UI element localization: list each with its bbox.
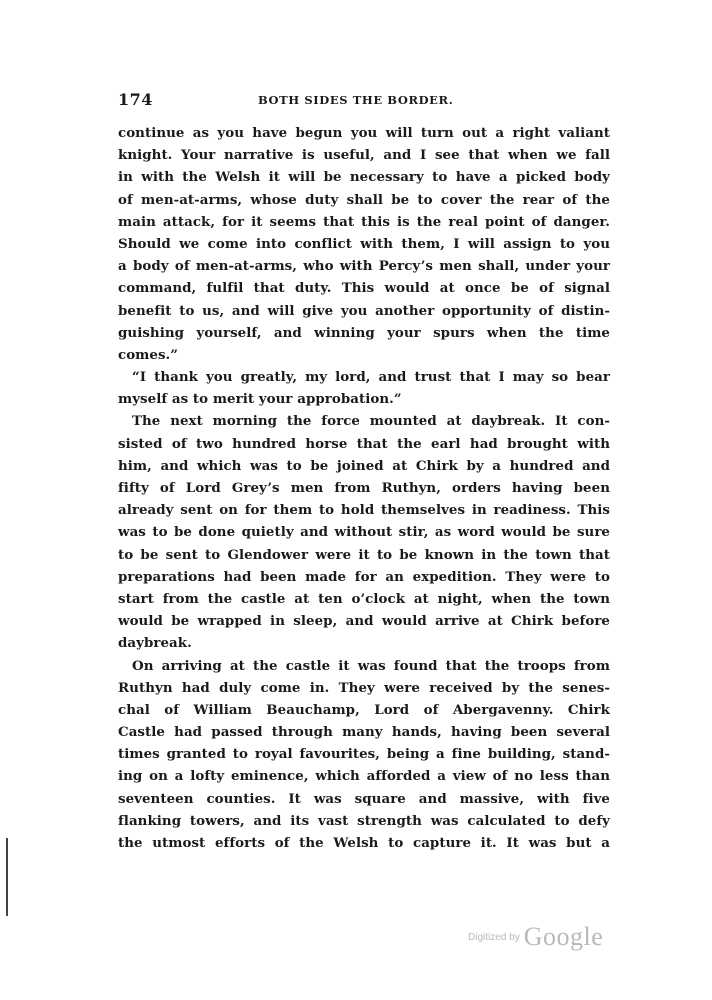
text-line: “I thank you greatly, my lord, and trust that I may so bear — [132, 369, 610, 386]
text-line: start from the castle at ten o’clock at night, when the town — [118, 590, 610, 607]
text-line: benefit to us, and will give you another opportunity of distin- — [118, 302, 610, 319]
text-line: preparations had been made for an expedition. They were to — [118, 568, 610, 585]
text-line: times granted to royal favourites, being a fine building, stand- — [118, 746, 610, 763]
text-line: guishing yourself, and winning your spurs when the time — [118, 324, 610, 341]
text-line: chal of William Beauchamp, Lord of Abergavenny. Chirk — [118, 701, 610, 718]
google-logo: Google — [523, 922, 604, 951]
google-watermark — [468, 922, 603, 952]
text-line: Should we come into conflict with them, I will assign to you — [118, 235, 610, 252]
scan-edge-mark — [6, 838, 8, 916]
text-line: comes.” — [118, 346, 179, 363]
text-line: already sent on for them to hold themselves in readiness. This — [118, 502, 610, 519]
text-line: to be sent to Glendower were it to be known in the town that — [118, 546, 610, 563]
text-line: main attack, for it seems that this is the real point of danger. — [118, 213, 610, 230]
running-head: BOTH SIDES THE BORDER. — [258, 93, 454, 107]
text-line: sisted of two hundred horse that the earl had brought with — [118, 435, 610, 452]
text-line: in with the Welsh it will be necessary to have a picked body — [118, 169, 610, 186]
text-line: Castle had passed through many hands, having been several — [118, 724, 610, 741]
text-line: knight. Your narrative is useful, and I see that when we fall — [118, 147, 610, 164]
text-line: him, and which was to be joined at Chirk by a hundred and — [118, 457, 610, 474]
text-line: myself as to merit your approbation.” — [118, 391, 402, 408]
text-line: the utmost efforts of the Welsh to capture it. It was but a — [118, 835, 610, 851]
text-line: command, fulfil that duty. This would at once be of signal — [118, 280, 610, 297]
text-line: The next morning the force mounted at daybreak. It con- — [132, 413, 610, 430]
text-line: Ruthyn had duly come in. They were received by the senes- — [118, 679, 610, 696]
text-line: seventeen counties. It was square and massive, with five — [118, 790, 610, 807]
page-header — [118, 90, 610, 112]
text-line: was to be done quietly and without stir, as word would be sure — [118, 524, 610, 541]
page-number: 174 — [118, 90, 153, 109]
text-line: flanking towers, and its vast strength was calculated to defy — [118, 812, 610, 829]
text-line: would be wrapped in sleep, and would arrive at Chirk before — [118, 613, 610, 630]
text-line: a body of men-at-arms, who with Percy’s men shall, under your — [118, 258, 610, 275]
watermark-prefix: Digitized by — [468, 931, 520, 943]
text-line: daybreak. — [118, 635, 192, 652]
text-line: fifty of Lord Grey’s men from Ruthyn, orders having been — [118, 480, 610, 496]
text-line: ing on a lofty eminence, which afforded a view of no less than — [118, 768, 610, 785]
body-text — [118, 122, 610, 854]
text-line: of men-at-arms, whose duty shall be to cover the rear of the — [118, 191, 610, 208]
text-line: On arriving at the castle it was found that the troops from — [132, 657, 610, 674]
text-line: continue as you have begun you will turn out a right valiant — [118, 125, 610, 141]
